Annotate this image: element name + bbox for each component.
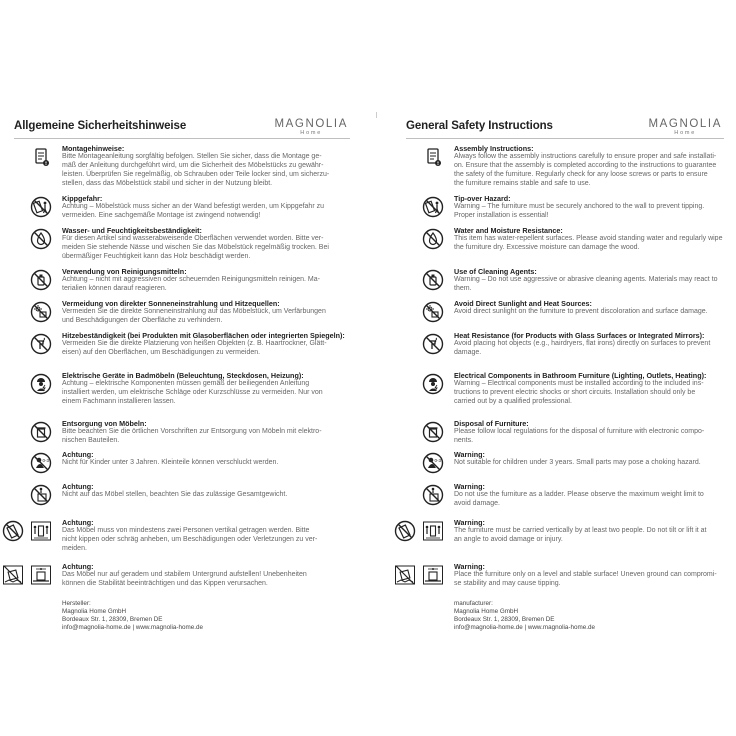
small-parts-icon [422,452,444,474]
cleaning-agent-icon [30,269,52,291]
logo-wordmark: MAGNOLIA [648,118,722,130]
manufacturer-footer [62,600,203,632]
section-text [454,299,724,317]
section-body-line: Achtung – elektrische Komponenten müssen gemäß der beiliegenden Anleitung [62,380,310,387]
section-body-line: Das Möbel muss von mindestens zwei Personen vertikal getragen werden. Bitte [62,527,310,534]
section-body-line: se stability and may cause tipping. [454,579,561,587]
section-heading: Kippgefahr: [62,194,103,203]
no-tilt-icon [394,520,416,542]
section-body-line: Warning – The furniture must be securely anchored to the wall to prevent tipping. [454,203,705,210]
section-body-line: Bitte beachten Sie die örtlichen Vorschriften zur Entsorgung von Möbeln mit elektro- [62,428,322,435]
no-climbing-icon [30,484,52,506]
section-heading: Achtung: [62,482,94,491]
footer-line: Bordeaux Str. 1, 28309, Bremen DE [62,616,163,623]
section-body-line: The furniture must be carried vertically by at least two people. Do not tilt or lift it at [454,527,707,534]
section-heading: Montagehinweise: [62,144,125,153]
section-text [454,226,724,253]
section-heading: Achtung: [62,562,94,571]
section-body-line: avoid damage. [454,499,500,507]
section-icons [14,228,62,254]
section-body-line: mäß der Anleitung durchgeführt wird, um die Sicherheit des Möbelstücks zu gewähr- [62,161,324,169]
section-icons [14,333,62,359]
tip-over-icon [30,196,52,218]
water-drop-icon [422,228,444,250]
footer-line: Magnolia Home GmbH [454,608,519,615]
section-heading: Verwendung von Reinigungsmitteln: [62,267,187,276]
section-body-line: Avoid direct sunlight on the furniture to prevent discoloration and surface damage. [454,308,708,315]
section-body-line: Das Möbel nur auf geradem und stabilem Untergrund aufstellen! Unebenheiten [62,571,307,578]
section-text [454,144,724,189]
english-column [406,112,724,631]
section-body-line: on. Ensure that the assembly is completed according to the instructions to guarantee [454,161,717,169]
section-heading: Disposal of Furniture: [454,419,529,428]
manual-icon [30,146,52,168]
electrician-icon [422,373,444,395]
section-icons [14,269,62,295]
section-icons [406,301,454,327]
section-body-line: Proper installation is essential! [454,211,549,219]
electrician-icon [30,373,52,395]
section-heading: Electrical Components in Bathroom Furniture (Lighting, Outlets, Heating): [454,371,707,380]
section-body-line: Avoid placing hot objects (e.g., hairdryers, flat irons) directly on surfaces to prevent [454,340,711,347]
column-header [406,112,724,139]
two-person-icon [422,520,444,542]
section-body-line: einem Fachmann installieren lassen. [62,397,176,405]
section-body-line: vermeiden. Eine sachgemäße Montage ist zwingend notwendig! [62,211,261,219]
section-body-line: Nicht auf das Möbel stellen, beachten Sie das zulässige Gesamtgewicht. [62,491,288,498]
section-body-line: damage. [454,348,482,356]
level-ground-icon [422,564,444,586]
section-icons [406,269,454,295]
section-heading: Tip-over Hazard: [454,194,511,203]
section-body-line: This item has water-repellent surfaces. Please avoid standing water and regularly wipe [454,235,723,242]
section-text [454,331,724,358]
section-body-line: carried out by a qualified professional. [454,397,572,405]
section-body-line: Do not use the furniture as a ladder. Please observe the maximum weight limit to [454,491,704,498]
section-text [62,144,350,189]
section-body-line: terialien können darauf reagieren. [62,284,167,292]
section-heading: Achtung: [62,518,94,527]
hot-object-icon [422,333,444,355]
hot-object-icon [30,333,52,355]
section-body-line: nents. [454,436,474,444]
section-icons [406,228,454,254]
section-heading: Assembly Instructions: [454,144,534,153]
section-body-line: Bitte Montageanleitung sorgfältig befolgen. Stellen Sie sicher, dass die Montage ge- [62,153,322,160]
section-body-line: installiert werden, um elektrische Schläge oder Kurzschlüsse zu vermeiden. Nur von [62,388,323,396]
section-body-line: meiden. [62,544,87,552]
section-icons [406,421,454,447]
cleaning-agent-icon [422,269,444,291]
small-parts-icon [30,452,52,474]
footer-line: Hersteller: [62,600,91,607]
section-icons [406,373,454,399]
footer-line: Bordeaux Str. 1, 28309, Bremen DE [454,616,555,623]
section-heading: Warning: [454,482,485,491]
section-body-line: Für diesen Artikel sind wasserabweisende Oberflächen verwendet worden. Bitte ver- [62,235,324,242]
section-text [62,331,350,358]
no-climbing-icon [422,484,444,506]
section-icons [406,146,454,172]
section-text [62,419,350,446]
section-body-line: Not suitable for children under 3 years. Small parts may pose a choking hazard. [454,459,701,466]
section-body-line: tructions to prevent electric shocks or short circuits. Installation should only be [454,388,696,396]
manufacturer-footer [454,600,595,632]
german-column [14,112,350,631]
section-body-line: Warning – Electrical components must be installed according to the included ins- [454,380,704,387]
section-body-line: leisten. Überprüfen Sie regelmäßig, ob Schrauben oder Teile locker sind, um sicherzu- [62,170,330,178]
sunlight-icon [422,301,444,323]
section-body-line: nicht kippen oder schräg anheben, um Beschädigungen oder Verletzungen zu ver- [62,535,318,543]
section-text [454,518,724,545]
water-drop-icon [30,228,52,250]
section-text [454,419,724,446]
section-icons [14,301,62,327]
column-title: Allgemeine Sicherheitshinweise [14,120,187,132]
magnolia-logo [274,118,348,137]
footer-line: info@magnolia-home.de | www.magnolia-home.de [62,624,204,631]
section-heading: Warning: [454,518,485,527]
section-icons [14,452,62,478]
uneven-ground-icon [2,564,24,586]
section-heading: Avoid Direct Sunlight and Heat Sources: [454,299,592,308]
level-ground-icon [30,564,52,586]
footer-line: info@magnolia-home.de | www.magnolia-home.de [454,624,596,631]
section-heading: Achtung: [62,450,94,459]
section-text [62,518,350,554]
two-person-icon [30,520,52,542]
column-title: General Safety Instructions [406,120,553,132]
section-body-line: können die Stabilität beeinträchtigen und das Kippen verursachen. [62,579,268,587]
section-body-line: an angle to avoid damage or injury. [454,535,563,543]
section-icons [14,484,62,510]
section-icons [406,520,454,546]
section-heading: Warning: [454,450,485,459]
section-body-line: meiden Sie stehende Nässe und wischen Sie das Möbelstück regelmäßig trocken. Bei [62,243,329,251]
uneven-ground-icon [394,564,416,586]
section-text [454,267,724,294]
section-text [454,450,724,468]
section-heading: Entsorgung von Möbeln: [62,419,147,428]
section-body-line: eisen) auf den Oberflächen, um Beschädigungen zu vermeiden. [62,348,261,356]
section-text [62,562,350,589]
sunlight-icon [30,301,52,323]
section-icons [14,520,62,546]
no-tilt-icon [2,520,24,542]
section-text [454,194,724,221]
section-body-line: Please follow local regulations for the disposal of furniture with electronic compo- [454,428,705,435]
section-body-line: Warning – Do not use aggressive or abrasive cleaning agents. Materials may react to [454,276,718,283]
footer-line: Magnolia Home GmbH [62,608,127,615]
section-icons [14,421,62,447]
manual-icon [422,146,444,168]
logo-subtext: Home [674,130,697,136]
disposal-bin-icon [422,421,444,443]
section-body-line: stellen, dass das Möbelstück stabil und sicher in der Nutzung bleibt. [62,179,273,187]
section-body-line: Place the furniture only on a level and stable surface! Uneven ground can compromi- [454,571,717,578]
section-icons [406,333,454,359]
section-heading: Heat Resistance (for Products with Glass Surfaces or Integrated Mirrors): [454,331,705,340]
section-icons [14,373,62,399]
section-heading: Warning: [454,562,485,571]
section-icons [14,146,62,172]
section-text [454,482,724,509]
section-icons [406,452,454,478]
section-text [62,226,350,262]
section-icons [406,196,454,222]
section-text [62,450,350,468]
section-body-line: Vermeiden Sie die direkte Sonneneinstrahlung auf das Möbelstück, um Verfärbungen [62,308,326,315]
section-heading: Vermeidung von direkter Sonneneinstrahlung und Hitzequellen: [62,299,280,308]
section-body-line: Always follow the assembly instructions carefully to ensure proper and safe installati- [454,153,717,160]
footer-line: manufacturer: [454,600,493,607]
section-text [454,562,724,589]
svg-text:0-3: 0-3 [434,458,442,463]
section-text [62,194,350,221]
section-heading: Hitzebeständigkeit (bei Produkten mit Glasoberflächen oder integrierten Spiegeln): [62,331,345,340]
section-body-line: Achtung – nicht mit aggressiven oder scheuernden Reinigungsmitteln reinigen. Ma- [62,276,320,283]
section-heading: Water and Moisture Resistance: [454,226,563,235]
section-icons [406,484,454,510]
section-body-line: the safety of the furniture. Regularly check for any loose screws or parts to ensure [454,170,708,178]
section-body-line: Nicht für Kinder unter 3 Jahren. Kleinteile können verschluckt werden. [62,459,279,466]
section-text [62,299,350,326]
section-icons [14,196,62,222]
section-icons [14,564,62,590]
logo-wordmark: MAGNOLIA [274,118,348,130]
section-body-line: und Beschädigungen der Oberfläche zu verhindern. [62,316,223,324]
section-body-line: Achtung – Möbelstück muss sicher an der Wand befestigt werden, um Kippgefahr zu [62,203,324,210]
section-text [454,371,724,407]
page-divider [376,112,377,118]
section-text [62,267,350,294]
section-text [62,371,350,407]
section-text [62,482,350,500]
section-heading: Wasser- und Feuchtigkeitsbeständigkeit: [62,226,202,235]
section-heading: Elektrische Geräte in Badmöbeln (Beleuchtung, Steckdosen, Heizung): [62,371,304,380]
disposal-bin-icon [30,421,52,443]
tip-over-icon [422,196,444,218]
section-body-line: Vermeiden Sie die direkte Platzierung von heißen Objekten (z. B. Haartrockner, Glätt- [62,340,327,347]
column-header [14,112,350,139]
section-body-line: nischen Bauteilen. [62,436,120,444]
section-body-line: them. [454,284,472,292]
svg-text:0-3: 0-3 [42,458,50,463]
section-heading: Use of Cleaning Agents: [454,267,537,276]
magnolia-logo [648,118,722,137]
logo-subtext: Home [300,130,323,136]
section-body-line: übermäßiger Feuchtigkeit kann das Holz beschädigt werden. [62,252,251,260]
section-icons [406,564,454,590]
section-body-line: the furniture remains stable and safe to use. [454,179,591,187]
section-body-line: the furniture dry. Excessive moisture can damage the wood. [454,243,640,251]
